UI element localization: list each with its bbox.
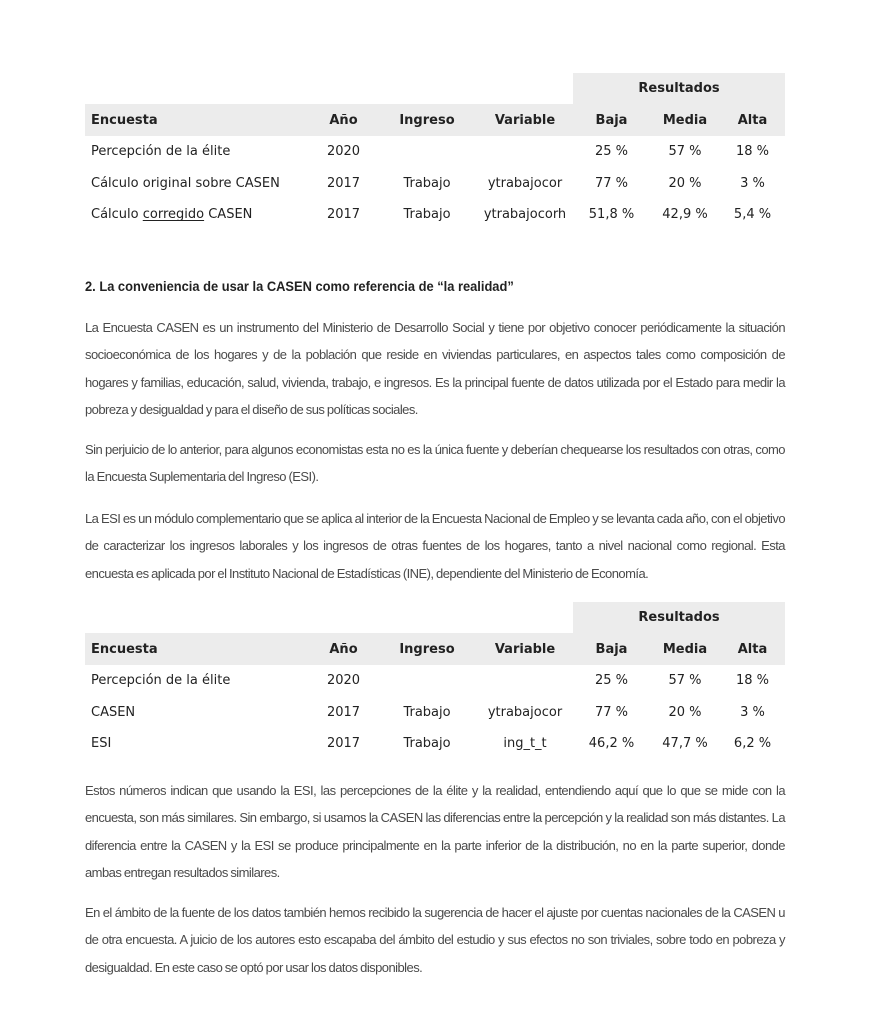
- paragraph: La ESI es un módulo complementario que se aplica al interior de la Encuesta Nacional de Empleo y se levanta cada año, con el objetivo de caracterizar los ingresos laborales y los ingresos de otras fuentes de los hogares, tanto a nivel nacional como regional. Esta encuesta es aplicada por el Instituto Nacional de Estadísticas (INE), dependiente del Ministerio de Economía.: [85, 511, 785, 581]
- cell-anio: 2017: [326, 704, 361, 720]
- cell-anio: 2020: [326, 144, 361, 160]
- cell-baja: 25 %: [594, 673, 629, 689]
- paragraph: La Encuesta CASEN es un instrumento del Ministerio de Desarrollo Social y tiene por objetivo conocer periódicamente la situación socioeconómica de los hogares y de la población que reside en viviendas particulares, en aspectos tales como composición de hogares y familias, educación, salud, vivienda, trabajo, e ingresos. Es la principal fuente de datos utilizada por el Estado para medir la pobreza y desigualdad y para el diseño de sus políticas sociales.: [85, 320, 785, 417]
- cell-baja: 77 %: [594, 175, 629, 191]
- col-header-variable: Variable: [477, 633, 573, 665]
- table-group-header-row: [85, 602, 785, 633]
- col-header-encuesta: Encuesta: [85, 633, 310, 665]
- cell-encuesta: Cálculo original sobre CASEN: [91, 175, 280, 191]
- cell-media: 20 %: [668, 175, 702, 191]
- cell-alta: 18 %: [735, 144, 770, 160]
- table-row: [85, 728, 785, 760]
- cell-ingreso: Trabajo: [403, 704, 451, 720]
- underlined-word: corregido: [142, 207, 205, 223]
- table-row: [85, 168, 785, 200]
- section-heading: 2. La conveniencia de usar la CASEN como referencia de “la realidad”: [85, 278, 514, 294]
- cell-baja: 46,2 %: [588, 736, 635, 752]
- table-group-header-row: [85, 73, 785, 104]
- col-header-anio: Año: [310, 633, 377, 665]
- paragraph: Sin perjuicio de lo anterior, para algunos economistas esta no es la única fuente y deberían chequearse los resultados con otras, como la Encuesta Suplementaria del Ingreso (ESI).: [85, 442, 785, 485]
- paragraph: En el ámbito de la fuente de los datos también hemos recibido la sugerencia de hacer el ajuste por cuentas nacionales de la CASEN u de otra encuesta. A juicio de los autores esto escapaba del ámbito del estudio y sus efectos no son triviales, sobre todo en pobreza y desigualdad. En este caso se optó por usar los datos disponibles.: [85, 905, 785, 975]
- cell-media: 42,9 %: [662, 207, 708, 223]
- cell-baja: 51,8 %: [588, 207, 635, 223]
- results-group-header: Resultados: [573, 73, 785, 104]
- cell-alta: 3 %: [740, 704, 765, 720]
- table-row: [85, 697, 785, 729]
- cell-anio: 2020: [326, 673, 361, 689]
- cell-alta: 18 %: [735, 673, 770, 689]
- col-header-anio: Año: [310, 104, 377, 136]
- cell-variable: ytrabajocorh: [483, 207, 567, 223]
- cell-anio: 2017: [326, 736, 361, 752]
- col-header-variable: Variable: [477, 104, 573, 136]
- cell-baja: 77 %: [594, 704, 629, 720]
- cell-encuesta: [85, 199, 310, 231]
- table-row: [85, 136, 785, 168]
- table-row: [85, 665, 785, 697]
- table-header-row: [85, 104, 785, 136]
- cell-ingreso: Trabajo: [403, 175, 451, 191]
- col-header-ingreso: Ingreso: [377, 104, 477, 136]
- cell-variable: ytrabajocor: [487, 704, 563, 720]
- cell-alta: 6,2 %: [733, 736, 772, 752]
- cell-anio: 2017: [326, 175, 361, 191]
- cell-ingreso: [377, 136, 477, 168]
- cell-encuesta: ESI: [91, 736, 112, 752]
- col-header-encuesta: Encuesta: [85, 104, 310, 136]
- results-table-2: [85, 602, 785, 760]
- col-header-media: Media: [650, 633, 720, 665]
- cell-variable: [477, 665, 573, 697]
- col-header-ingreso: Ingreso: [377, 633, 477, 665]
- col-header-baja: Baja: [573, 104, 650, 136]
- cell-encuesta: Percepción de la élite: [91, 673, 231, 689]
- results-table-1: [85, 73, 785, 231]
- col-header-baja: Baja: [573, 633, 650, 665]
- cell-variable: [477, 136, 573, 168]
- cell-encuesta: CASEN: [91, 704, 136, 720]
- cell-ingreso: [377, 665, 477, 697]
- cell-alta: 5,4 %: [733, 207, 772, 223]
- paragraph: Estos números indican que usando la ESI, las percepciones de la élite y la realidad, entendiendo aquí que lo que se mide con la encuesta, son más similares. Sin embargo, si usamos la CASEN las diferencias entre la percepción y la realidad son más distantes. La diferencia entre la CASEN y la ESI se produce principalmente en la parte inferior de la distribución, no en la parte superior, donde ambas entregan resultados similares.: [85, 783, 785, 880]
- col-header-media: Media: [650, 104, 720, 136]
- col-header-alta: Alta: [720, 104, 785, 136]
- cell-media: 57 %: [668, 673, 702, 689]
- label-part: Cálculo: [91, 207, 143, 223]
- table-row: [85, 199, 785, 231]
- cell-media: 20 %: [668, 704, 702, 720]
- label-part: CASEN: [204, 207, 253, 223]
- cell-media: 57 %: [668, 144, 702, 160]
- cell-encuesta: Percepción de la élite: [91, 144, 231, 160]
- cell-variable: ytrabajocor: [487, 175, 563, 191]
- results-group-header: Resultados: [573, 602, 785, 633]
- cell-baja: 25 %: [594, 144, 629, 160]
- col-header-alta: Alta: [720, 633, 785, 665]
- cell-variable: ing_t_t: [503, 736, 547, 752]
- table-header-row: [85, 633, 785, 665]
- cell-ingreso: Trabajo: [403, 207, 451, 223]
- cell-alta: 3 %: [740, 175, 765, 191]
- cell-media: 47,7 %: [662, 736, 708, 752]
- cell-anio: 2017: [326, 207, 361, 223]
- cell-ingreso: Trabajo: [403, 736, 451, 752]
